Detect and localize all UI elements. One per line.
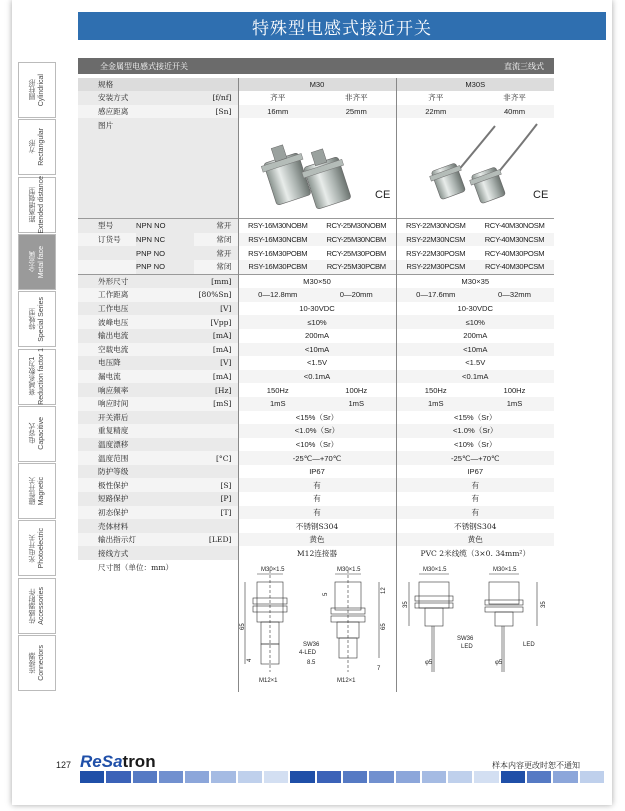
dim-led-label: LED — [522, 642, 535, 649]
page-title: 特殊型电感式接近开关 — [78, 12, 606, 40]
spec-label: 规格 — [78, 78, 136, 91]
sidebar-tab[interactable] — [18, 463, 56, 519]
ce-mark: CE — [374, 189, 390, 202]
spec-row — [78, 533, 554, 547]
spec-value-m30: IP67 — [238, 465, 396, 479]
model-number: RCY-25M30NOBM — [317, 219, 396, 233]
spec-row-unit: [Hz] — [194, 383, 238, 397]
sense-value: 40mm — [475, 105, 554, 119]
spec-row-label: 极性保护 — [78, 478, 194, 492]
dim-length-label: 65 — [239, 623, 246, 631]
sidebar-tab-label — [28, 528, 46, 568]
sidebar-tab-cn: 圆柱形 — [28, 79, 36, 101]
sidebar-tab-en: Capacitive — [38, 417, 45, 451]
spec-row-label: 工作距离 — [78, 288, 194, 302]
m30s-header: M30S — [396, 78, 554, 91]
brand-logo — [80, 752, 156, 772]
footer-color-strip — [80, 771, 606, 783]
spec-row-label: 输出指示灯 — [78, 533, 194, 547]
spec-row-unit: [80%Sn] — [194, 288, 238, 302]
spec-row-unit: [°C] — [194, 451, 238, 465]
sense-value: 16mm — [238, 105, 317, 119]
spec-row-label: 接线方式 — [78, 546, 194, 560]
spec-row-unit: [mA] — [194, 370, 238, 384]
m30-sensor-photo — [239, 118, 397, 216]
spec-row — [78, 356, 554, 370]
spec-row-label: 漏电流 — [78, 370, 194, 384]
install-value: 非齐平 — [503, 93, 526, 103]
brand-logo-a: ReSa — [80, 752, 123, 771]
model-row — [78, 260, 554, 274]
model-number: RCY-25M30NCBM — [317, 233, 396, 247]
strip-block — [159, 771, 183, 783]
spec-value: 100Hz — [503, 385, 526, 395]
spec-row — [78, 274, 554, 288]
spec-row — [78, 478, 554, 492]
sidebar-tab[interactable] — [18, 177, 56, 233]
model-state: 常闭 — [194, 233, 238, 247]
sidebar-tab-en: Reduction factor 1 — [38, 348, 45, 405]
spec-row — [78, 519, 554, 533]
spec-row-unit: [mA] — [194, 329, 238, 343]
sidebar-tab-cn: 磁性开关 — [28, 477, 36, 506]
sidebar-tab-label — [28, 246, 46, 278]
spec-row-label: 重复精度 — [78, 424, 194, 438]
section-title: 全金属型电感式接近开关 — [100, 61, 188, 71]
sidebar-tab-en: Photoelectric — [38, 528, 45, 569]
sidebar-tab-cn: 全金属 — [28, 251, 36, 273]
dim-thread-label: M30×1.5 — [492, 567, 517, 574]
spec-row — [78, 329, 554, 343]
model-number: RSY-22M30NOSM — [396, 219, 475, 233]
sidebar-tab-en: Metal face — [38, 245, 45, 279]
model-number: RSY-22M30PCSM — [396, 260, 475, 274]
dim-thread-label: M30×1.5 — [336, 567, 361, 574]
section-subtitle: 直流三线式 — [504, 61, 544, 71]
spec-row-label: 工作电压 — [78, 302, 194, 316]
sidebar-tab-cn: 传感器附件 — [28, 588, 36, 624]
sidebar-tab-cn: 方形 — [28, 140, 36, 155]
sidebar-tab-label — [28, 297, 46, 342]
sense-value: 25mm — [317, 105, 396, 119]
picture-row — [78, 118, 554, 219]
model-row — [78, 219, 554, 233]
sidebar-tab-label — [28, 587, 46, 625]
sense-row — [78, 105, 554, 119]
strip-block — [290, 771, 314, 783]
spec-value-m30: <1.5V — [238, 356, 396, 370]
table-header-row — [78, 78, 554, 91]
dim-label: 5 — [322, 592, 329, 597]
dim-label: 12 — [380, 587, 387, 595]
spec-row-unit: [mS] — [194, 397, 238, 411]
m30-photo-cell — [238, 118, 396, 219]
spec-value-m30: <10mA — [238, 343, 396, 357]
spec-value: 1mS — [396, 397, 475, 411]
sidebar-tab-en: Special Series — [38, 296, 45, 342]
sidebar-tab-en: Extended distance — [38, 175, 45, 234]
dim-length-label: 35 — [540, 601, 547, 609]
sidebar-tab-en: Cylindrical — [38, 73, 45, 107]
spec-value-m30s: 10-30VDC — [396, 302, 554, 316]
sidebar-tab-cn: 距离增强型 — [28, 187, 36, 223]
spec-value-m30: ≤10% — [238, 315, 396, 329]
spec-row-unit — [194, 546, 238, 560]
ce-mark: CE — [532, 189, 548, 202]
model-label — [78, 246, 136, 260]
sidebar-tab-label — [28, 645, 46, 681]
model-number: RSY-16M30NOBM — [238, 219, 317, 233]
model-number: RSY-16M30PCBM — [238, 260, 317, 274]
spec-row-label: 壳体材料 — [78, 519, 194, 533]
strip-block — [396, 771, 420, 783]
spec-row-unit: [V] — [194, 356, 238, 370]
install-value: 齐平 — [396, 91, 475, 105]
spec-row-unit: [T] — [194, 506, 238, 520]
spec-value-m30s: <1.0%（Sr） — [396, 424, 554, 438]
strip-block — [474, 771, 498, 783]
model-row — [78, 246, 554, 260]
spec-row — [78, 383, 554, 397]
model-number: RSY-16M30POBM — [238, 246, 317, 260]
strip-block — [80, 771, 104, 783]
spec-value-m30s: <15%（Sr） — [396, 411, 554, 425]
dim-wrench-label: SW36 — [302, 642, 319, 649]
spec-value-m30s: ≤10% — [396, 315, 554, 329]
spec-value-m30s: 有 — [396, 506, 554, 520]
spec-value-m30s: 有 — [396, 492, 554, 506]
spec-row-unit: [Vpp] — [194, 315, 238, 329]
spec-value: 1mS — [238, 397, 317, 411]
sidebar-tab-en: Accessories — [38, 586, 45, 625]
dim-length-label: 35 — [402, 601, 409, 609]
install-row — [78, 91, 554, 105]
spec-value: 150Hz — [396, 383, 475, 397]
sidebar-tab[interactable] — [18, 349, 56, 405]
sidebar-tab-label — [28, 417, 46, 450]
model-number: RCY-40M30POSM — [484, 248, 545, 258]
model-label: 订货号 — [78, 233, 136, 247]
spec-row-label: 响应时间 — [78, 397, 194, 411]
model-label — [78, 260, 136, 274]
spec-row — [78, 288, 554, 302]
spec-row-label: 初态保护 — [78, 506, 194, 520]
sidebar-tab-label — [28, 176, 46, 234]
strip-block — [369, 771, 393, 783]
m30-dimension-drawing — [238, 560, 396, 692]
m30s-photo-cell — [396, 118, 554, 219]
strip-block — [448, 771, 472, 783]
dim-led-label: 4-LED — [298, 650, 316, 657]
spec-row — [78, 397, 554, 411]
page-number: 127 — [56, 760, 72, 770]
sidebar-tab-cn: 光电开关 — [28, 534, 36, 563]
sidebar-tab-en: Magnetic — [38, 476, 45, 506]
sidebar-tab[interactable] — [18, 234, 56, 290]
spec-value-m30: 有 — [238, 506, 396, 520]
spec-row-label: 空载电流 — [78, 343, 194, 357]
picture-label: 图片 — [78, 118, 238, 219]
sidebar-tab[interactable] — [18, 520, 56, 576]
spec-row — [78, 343, 554, 357]
dim-length-label: 65 — [380, 623, 387, 631]
dim-cable-label: φ5 — [494, 660, 502, 667]
sidebar-tab-cn: 电容式 — [28, 423, 36, 445]
strip-block — [527, 771, 551, 783]
install-label: 安装方式 — [78, 91, 194, 105]
spec-row-label: 输出电流 — [78, 329, 194, 343]
sidebar-tab[interactable] — [18, 291, 56, 347]
dim-label: 7 — [376, 666, 380, 673]
sidebar-tab-cn: 衰减系数为1 — [28, 356, 36, 397]
spec-row — [78, 370, 554, 384]
spec-row-unit: [S] — [194, 478, 238, 492]
install-value: 非齐平 — [344, 93, 368, 103]
strip-block — [185, 771, 209, 783]
strip-block — [553, 771, 577, 783]
spec-value: 100Hz — [345, 385, 368, 395]
spec-value-m30: 有 — [238, 492, 396, 506]
spec-row — [78, 302, 554, 316]
section-header — [78, 58, 554, 74]
spec-row-label: 外形尺寸 — [78, 274, 194, 288]
footer-notice: 样本内容更改时恕不通知 — [492, 761, 580, 770]
spec-value: 0—17.6mm — [396, 288, 475, 302]
model-number: RCY-40M30PCSM — [475, 260, 554, 274]
strip-block — [106, 771, 130, 783]
spec-row — [78, 546, 554, 560]
sense-unit: [Sn] — [194, 105, 238, 119]
model-type: PNP NO — [136, 246, 194, 260]
strip-block — [238, 771, 262, 783]
strip-block — [264, 771, 288, 783]
spec-value-m30s: <10mA — [396, 343, 554, 357]
spec-value-m30: -25℃—+70℃ — [238, 451, 396, 465]
spec-value-m30: 有 — [238, 478, 396, 492]
spec-value: 1mS — [475, 397, 554, 411]
spec-row-label: 防护等级 — [78, 465, 194, 479]
brand-logo-b: tron — [122, 752, 156, 771]
spec-row — [78, 506, 554, 520]
sidebar-tab-cn: 连接器 — [28, 652, 36, 674]
model-state: 常开 — [194, 219, 238, 233]
spec-row — [78, 411, 554, 425]
sidebar-tab-label — [28, 128, 46, 166]
sidebar-tab[interactable] — [18, 62, 56, 118]
spec-row — [78, 315, 554, 329]
spec-value-m30s: 有 — [396, 478, 554, 492]
model-row — [78, 233, 554, 247]
model-state: 常闭 — [194, 260, 238, 274]
model-number: RCY-25M30PCBM — [317, 260, 396, 274]
spec-value-m30: 200mA — [238, 329, 396, 343]
spec-value-m30s: <1.5V — [396, 356, 554, 370]
spec-row-unit: [mm] — [194, 274, 238, 288]
spec-row-unit — [194, 519, 238, 533]
dim-connector-label: M12×1 — [258, 678, 278, 685]
m30s-dimension-drawing — [396, 560, 554, 692]
spec-table — [78, 78, 554, 692]
spec-row-unit — [194, 465, 238, 479]
spec-row-unit: [V] — [194, 302, 238, 316]
spec-row — [78, 492, 554, 506]
strip-block — [501, 771, 525, 783]
m30-header: M30 — [238, 78, 396, 91]
spec-value-m30: 黄色 — [238, 533, 396, 547]
strip-block — [580, 771, 604, 783]
spec-row-label: 波峰电压 — [78, 315, 194, 329]
sense-label: 感应距离 — [78, 105, 194, 119]
spec-row — [78, 465, 554, 479]
model-number: RSY-16M30NCBM — [238, 233, 317, 247]
spec-row-label: 温度范围 — [78, 451, 194, 465]
spec-value-m30: <15%（Sr） — [238, 411, 396, 425]
spec-row — [78, 451, 554, 465]
strip-block — [317, 771, 341, 783]
dim-connector-label: M12×1 — [336, 678, 356, 685]
dim-led-label: LED — [460, 644, 473, 651]
install-unit: [f/nf] — [194, 91, 238, 105]
sidebar-tab-en: Rectangular — [38, 128, 45, 167]
sidebar-tab-cn: 特殊型 — [28, 308, 36, 330]
model-label: 型号 — [78, 219, 136, 233]
spec-row-label: 开关滞后 — [78, 411, 194, 425]
spec-value-m30: <1.0%（Sr） — [238, 424, 396, 438]
spec-row-label: 响应频率 — [78, 383, 194, 397]
sense-value: 22mm — [396, 105, 475, 119]
dim-thread-label: M30×1.5 — [260, 567, 285, 574]
spec-row-unit — [194, 438, 238, 452]
spec-row-label: 温度漂移 — [78, 438, 194, 452]
model-type: PNP NO — [136, 260, 194, 274]
spec-row-unit — [194, 424, 238, 438]
strip-block — [133, 771, 157, 783]
model-number: RCY-40M30NCSM — [475, 233, 554, 247]
model-type: NPN NO — [136, 219, 194, 233]
m30s-sensor-photo — [397, 118, 555, 216]
sidebar-tab[interactable] — [18, 406, 56, 462]
sidebar-tab[interactable] — [18, 119, 56, 175]
spec-row-unit: [mA] — [194, 343, 238, 357]
spec-value-m30: 10-30VDC — [238, 302, 396, 316]
drawing-row — [78, 560, 554, 692]
spec-row-unit: [LED] — [194, 533, 238, 547]
model-number: RCY-40M30NOSM — [475, 219, 554, 233]
sidebar-tab-label — [28, 348, 46, 405]
spec-value-m30s: 黄色 — [396, 533, 554, 547]
spec-value: 0—12.8mm — [238, 288, 317, 302]
model-number: RSY-22M30POSM — [396, 246, 475, 260]
spec-value-m30: M30×50 — [238, 274, 396, 288]
spec-value-m30s: IP67 — [396, 465, 554, 479]
spec-value-m30s: 200mA — [396, 329, 554, 343]
spec-value-m30s: PVC 2米线缆（3×0. 34mm²） — [396, 546, 554, 560]
spec-value-m30s: <10%（Sr） — [396, 438, 554, 452]
drawing-label: 尺寸图（单位：mm） — [78, 560, 238, 692]
spec-value-m30: 不锈钢S304 — [238, 519, 396, 533]
dim-label: 4 — [246, 658, 253, 663]
spec-value-m30s: -25℃—+70℃ — [396, 451, 554, 465]
spec-value: 150Hz — [238, 383, 317, 397]
model-number: RCY-25M30POBM — [326, 248, 387, 258]
dim-cable-label: φ5 — [424, 660, 432, 667]
spec-row-label: 电压降 — [78, 356, 194, 370]
spec-row-unit: [P] — [194, 492, 238, 506]
spec-row-unit — [194, 411, 238, 425]
sidebar-tab[interactable] — [18, 635, 56, 691]
sidebar-tab-label — [28, 74, 46, 106]
spec-value-m30s: M30×35 — [396, 274, 554, 288]
sidebar-tab-en: Connectors — [38, 645, 45, 681]
model-type: NPN NC — [136, 233, 194, 247]
spec-value-m30s: 不锈钢S304 — [396, 519, 554, 533]
spec-value: 0—20mm — [317, 288, 396, 302]
dim-thread-label: M30×1.5 — [422, 567, 447, 574]
strip-block — [211, 771, 235, 783]
sidebar-tab-label — [28, 477, 46, 505]
strip-block — [343, 771, 367, 783]
spec-row-label: 短路保护 — [78, 492, 194, 506]
spec-value-m30s: <0.1mA — [396, 370, 554, 384]
spec-value: 0—32mm — [475, 288, 554, 302]
spec-row — [78, 424, 554, 438]
strip-block — [422, 771, 446, 783]
spec-value-m30: <0.1mA — [238, 370, 396, 384]
dim-wrench-label: SW36 — [456, 636, 473, 643]
install-value: 齐平 — [238, 91, 317, 105]
dim-label: 8.5 — [306, 660, 315, 667]
spec-row — [78, 438, 554, 452]
spec-value-m30: <10%（Sr） — [238, 438, 396, 452]
model-state: 常开 — [194, 246, 238, 260]
spec-value: 1mS — [317, 397, 396, 411]
spec-value-m30: M12连接器 — [238, 546, 396, 560]
model-number: RSY-22M30NCSM — [396, 233, 475, 247]
sidebar-tab[interactable] — [18, 578, 56, 634]
